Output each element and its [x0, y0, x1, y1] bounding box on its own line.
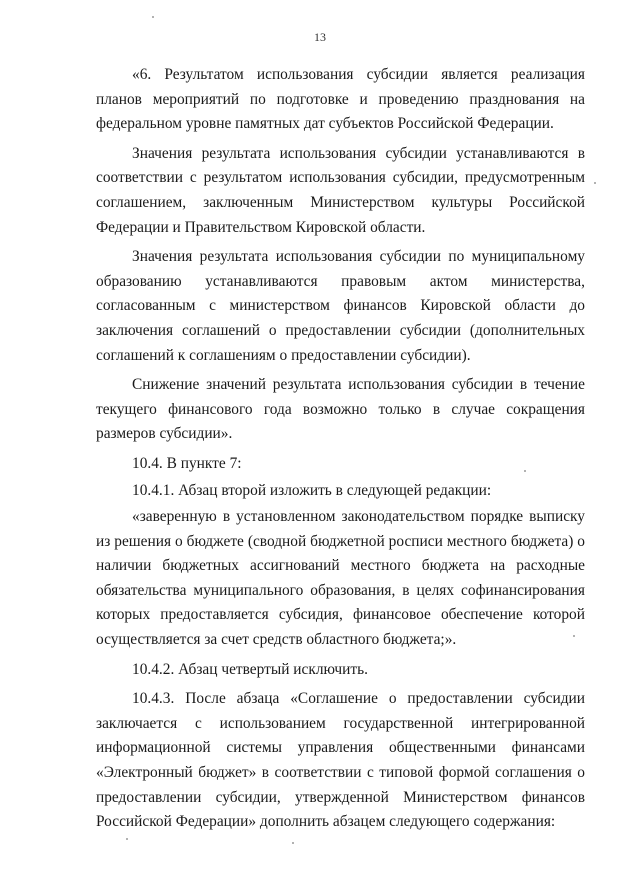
paragraph-clause-10-4-2: 10.4.2. Абзац четвертый исключить. [132, 660, 368, 678]
page-number: 13 [314, 30, 326, 44]
scan-speck [573, 635, 575, 637]
document-body [96, 63, 585, 840]
paragraph-reduction: Снижение значений результата использования субсидии в течение текущего финансового года возможно только в случае сокращения размеров субсидии». [96, 376, 585, 443]
scan-speck [292, 842, 294, 844]
scan-speck [126, 838, 128, 840]
paragraph-clause-10-4-1: 10.4.1. Абзац второй изложить в следующей редакции: [132, 481, 492, 499]
paragraph-clause-10-4: 10.4. В пункте 7: [132, 454, 242, 472]
scan-speck [594, 182, 596, 184]
paragraph-clause-10-4-3: 10.4.3. После абзаца «Соглашение о предоставлении субсидии заключается с использованием государственной интегрированной информационной системы управления общественными финансами «Электронный бюджет» в соответствии с типовой формой соглашения о предоставлении субсидии, утвержденной Министерством финансов Российской Федерации» дополнить абзацем следующего содержания: [96, 690, 585, 831]
scan-speck [524, 470, 526, 472]
paragraph-municipal-values: Значения результата использования субсидии по муниципальному образованию устанавливаются правовым актом министерства, согласованным с министерством финансов Кировской области до заключения соглашений о предоставлении субсидии (дополнительных соглашений к соглашениям о предоставлении субсидии). [96, 248, 585, 364]
paragraph-result-values: Значения результата использования субсидии устанавливаются в соответствии с результатом использования субсидии, предусмотренным соглашением, заключенным Министерством культуры Российской Федерации и Правительством Кировской области. [96, 144, 585, 236]
paragraph-result-definition: «6. Результатом использования субсидии является реализация планов мероприятий по подготовке и проведению празднования на федеральном уровне памятных дат субъектов Российской Федерации. [96, 66, 585, 133]
paragraph-quoted-extract: «заверенную в установленном законодательством порядке выписку из решения о бюджете (сводной бюджетной росписи местного бюджета) о наличии бюджетных ассигнований местного бюджета на расходные обязательства муниципального образования, в целях софинансирования которых предоставляется субсидия, финансовое обеспечение которой осуществляется за счет средств областного бюджета;». [96, 508, 585, 649]
scan-speck [152, 16, 154, 18]
